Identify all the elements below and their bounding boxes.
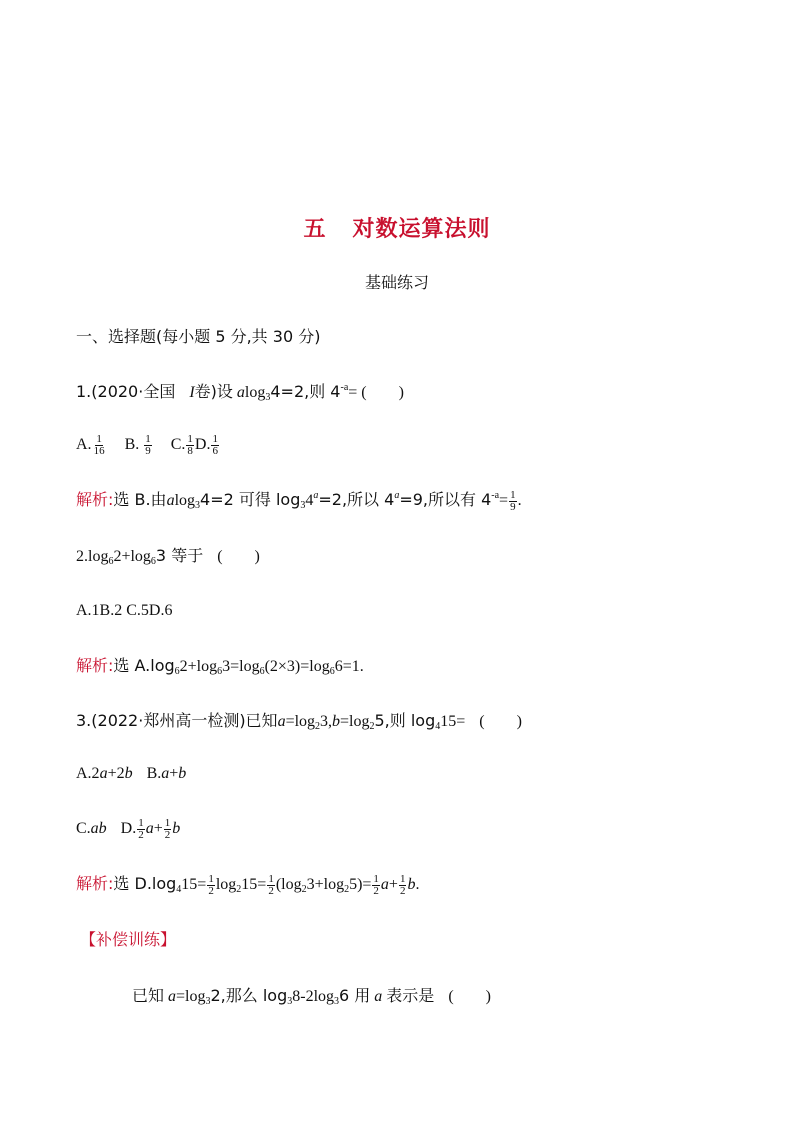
fraction: $\frac{1}{2}$ <box>138 817 144 841</box>
answer-blank: ( ) <box>479 713 522 730</box>
question-3-options-cd: C.ab D. $\frac{1}{2}$ a+ $\frac{1}{2}$ b <box>76 817 181 841</box>
question-1-options: A. $\frac{1}{16}$ B. $\frac{1}{9}$ C. $\frac{1}{8}$ D. $\frac{1}{6}$ <box>76 433 218 457</box>
question-3: 3.(2022·郑州高一检测)已知$a=\log_23,b=\log_25$,则 $\log_415=$ ( ) <box>76 711 522 732</box>
fraction: $\frac{1}{2}$ <box>373 873 379 897</box>
question-2-options: A.1B.2 C.5D.6 <box>76 602 173 619</box>
question-3-options-ab: A.2a+2b B.a+b <box>76 765 187 782</box>
answer-blank: ( ) <box>448 988 491 1005</box>
fraction: $\frac{1}{16}$ <box>93 433 105 457</box>
question-2: $2.\log_62+\log_63$ 等于 ( ) <box>76 546 260 567</box>
answer-blank: ( ) <box>361 384 404 401</box>
fraction: $\frac{1}{6}$ <box>212 433 218 457</box>
question-1: 1.(2020·全国 I卷)设 alog$_3$4=2,则 $4^{-a}=$ ( ) <box>76 382 404 403</box>
chapter-number: 五 <box>303 217 327 242</box>
supplement-label: 【补偿训练】 <box>80 930 177 949</box>
page-subtitle: 基础练习 <box>364 273 429 292</box>
answer-blank: ( ) <box>217 548 260 565</box>
section-heading: 一、选择题(每小题 5 分,共 30 分) <box>76 327 321 346</box>
fraction: $\frac{1}{9}$ <box>145 433 151 457</box>
fraction: $\frac{1}{2}$ <box>399 873 406 897</box>
analysis-label: 解析: <box>76 874 114 894</box>
analysis-label: 解析: <box>76 490 114 510</box>
page-title <box>0 212 794 243</box>
fraction: $\frac{1}{8}$ <box>187 433 193 457</box>
fraction: $\frac{1}{2}$ <box>268 873 274 897</box>
fraction: $\frac{1}{2}$ <box>164 817 171 841</box>
fraction: $\frac{1}{9}$ <box>510 489 516 513</box>
question-2-analysis: 解析:选 $A.\log_62+\log_63=\log_6(2\times 3)=\log_66=1$. <box>76 656 364 677</box>
question-3-analysis: 解析:选 $D.\log_415=$ $\frac{1}{2}$ $\log_215=$ $\frac{1}{2}$ $(\log_23+\log_25)=$ $\frac{1}{2}$ a+ $\frac{1}{2}$ b. <box>76 873 420 897</box>
supplement-question: 已知 $a=\log_32$,那么 $\log_38-2\log_36$ 用 a 表示是 ( ) <box>132 986 491 1007</box>
analysis-label: 解析: <box>76 656 114 675</box>
fraction: $\frac{1}{2}$ <box>208 873 214 897</box>
question-1-analysis: 解析:选 B.由alog$_3$4=2 可得 $\log_34^a=2$,所以 $4^a=9$,所以有 $4^{-a}=$ $\frac{1}{9}$ . <box>76 489 522 513</box>
chapter-title: 对数运算法则 <box>352 217 491 242</box>
